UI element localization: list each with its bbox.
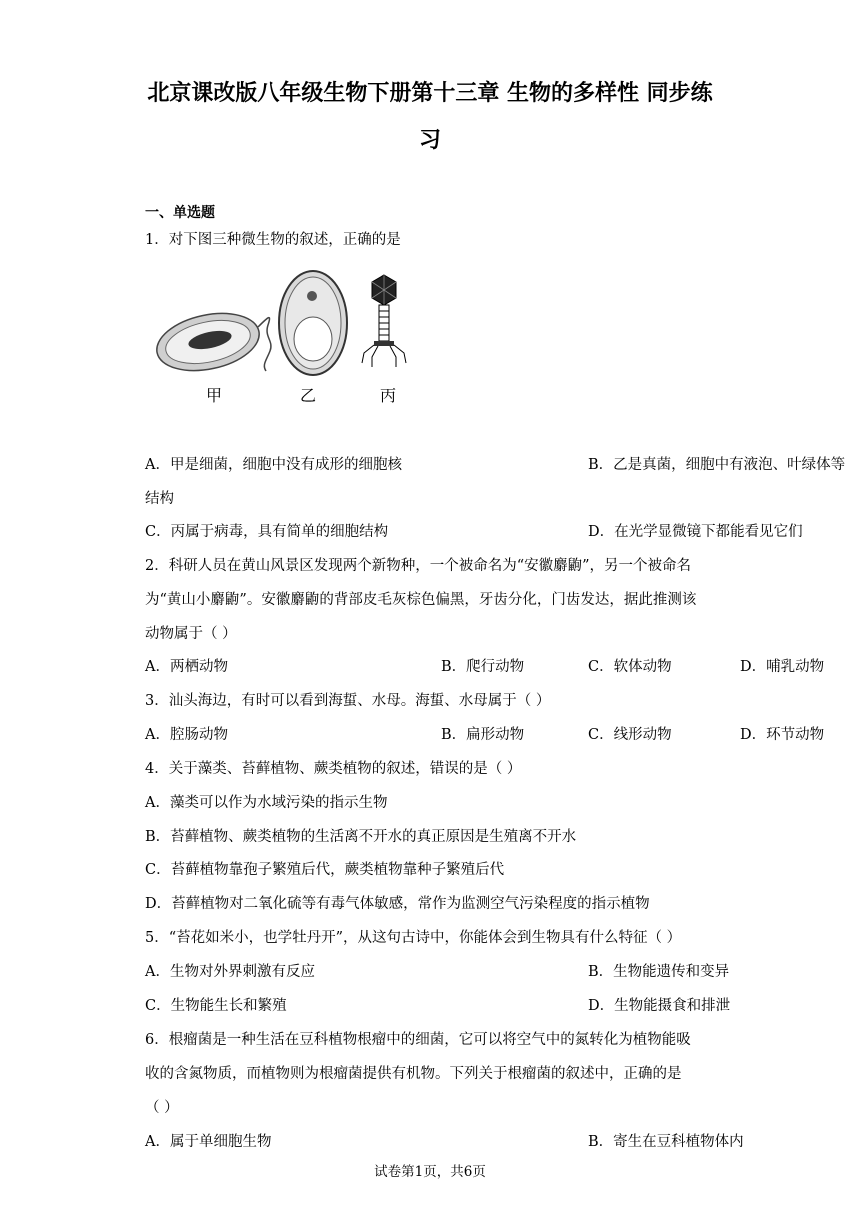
- option-d: D．苔藓植物对二氧化硫等有毒气体敏感，常作为监测空气污染程度的指示植物: [145, 896, 650, 912]
- question-3-option-row: [145, 725, 825, 745]
- question-1-option-row: [145, 455, 846, 475]
- question-2-stem: 2．科研人员在黄山风景区发现两个新物种，一个被命名为“安徽麝鼩”，另一个被命名: [145, 558, 692, 574]
- figure-label-jia: 甲: [206, 386, 223, 405]
- option-d: D．生物能摄食和排泄: [588, 998, 731, 1014]
- option-a: A．甲是细菌，细胞中没有成形的细胞核: [145, 457, 402, 473]
- option-a: A．生物对外界刺激有反应: [145, 964, 315, 980]
- option-a: A．属于单细胞生物: [145, 1134, 272, 1150]
- bacterium-illustration: [152, 305, 271, 379]
- option-d: D．环节动物: [740, 727, 825, 743]
- option-b-continued: 结构: [145, 491, 174, 507]
- question-2-option-row: [145, 657, 825, 677]
- title-line-2: 习: [418, 128, 441, 153]
- yeast-illustration: [279, 271, 347, 375]
- question-1-option-row: [145, 522, 803, 542]
- page-footer: 试卷第1页，共6页: [374, 1164, 486, 1180]
- question-6-option-row: [145, 1132, 744, 1152]
- option-c: C．生物能生长和繁殖: [145, 998, 287, 1014]
- question-2-stem: 动物属于（ ）: [145, 626, 237, 642]
- option-b: B．乙是真菌，细胞中有液泡、叶绿体等: [588, 457, 846, 473]
- option-c: C．线形动物: [588, 727, 672, 743]
- option-b: B．苔藓植物、蕨类植物的生活离不开水的真正原因是生殖离不开水: [145, 829, 577, 845]
- question-5-option-row: [145, 962, 730, 982]
- question-5-option-row: [145, 996, 731, 1016]
- option-b: B．生物能遗传和变异: [588, 964, 730, 980]
- question-5-stem: 5．“苔花如米小，也学牡丹开”，从这句古诗中，你能体会到生物具有什么特征（ ）: [145, 930, 682, 946]
- option-a: A．藻类可以作为水域污染的指示生物: [145, 795, 388, 811]
- document-title: [110, 70, 750, 164]
- option-b: B．扁形动物: [441, 727, 525, 743]
- question-4-stem: 4．关于藻类、苔藓植物、蕨类植物的叙述，错误的是（ ）: [145, 761, 522, 777]
- question-3-stem: 3．汕头海边，有时可以看到海蜇、水母。海蜇、水母属于（ ）: [145, 693, 551, 709]
- figure-label-yi: 乙: [300, 386, 317, 405]
- figure-label-bing: 丙: [380, 386, 397, 405]
- option-c: C．软体动物: [588, 659, 672, 675]
- title-line-1: 北京课改版八年级生物下册第十三章 生物的多样性 同步练: [147, 81, 713, 106]
- virus-illustration: [362, 275, 406, 367]
- section-heading: 一、单选题: [145, 205, 215, 221]
- option-b: B．爬行动物: [441, 659, 525, 675]
- option-c: C．苔藓植物靠孢子繁殖后代，蕨类植物靠种子繁殖后代: [145, 862, 505, 878]
- question-2-stem: 为“黄山小麝鼩”。安徽麝鼩的背部皮毛灰棕色偏黑，牙齿分化，门齿发达，据此推测该: [145, 592, 697, 608]
- option-a: A．腔肠动物: [145, 727, 228, 743]
- option-d: D．哺乳动物: [740, 659, 825, 675]
- question-1-stem: 1．对下图三种微生物的叙述，正确的是: [145, 232, 401, 248]
- question-6-stem: 收的含氮物质，而植物则为根瘤菌提供有机物。下列关于根瘤菌的叙述中，正确的是: [145, 1066, 682, 1082]
- option-b: B．寄生在豆科植物体内: [588, 1134, 744, 1150]
- option-c: C．丙属于病毒，具有简单的细胞结构: [145, 524, 389, 540]
- question-6-stem: 6．根瘤菌是一种生活在豆科植物根瘤中的细菌，它可以将空气中的氮转化为植物能吸: [145, 1032, 691, 1048]
- option-d: D．在光学显微镜下都能看见它们: [588, 524, 803, 540]
- option-a: A．两栖动物: [145, 659, 228, 675]
- question-6-stem: （ ）: [145, 1100, 179, 1116]
